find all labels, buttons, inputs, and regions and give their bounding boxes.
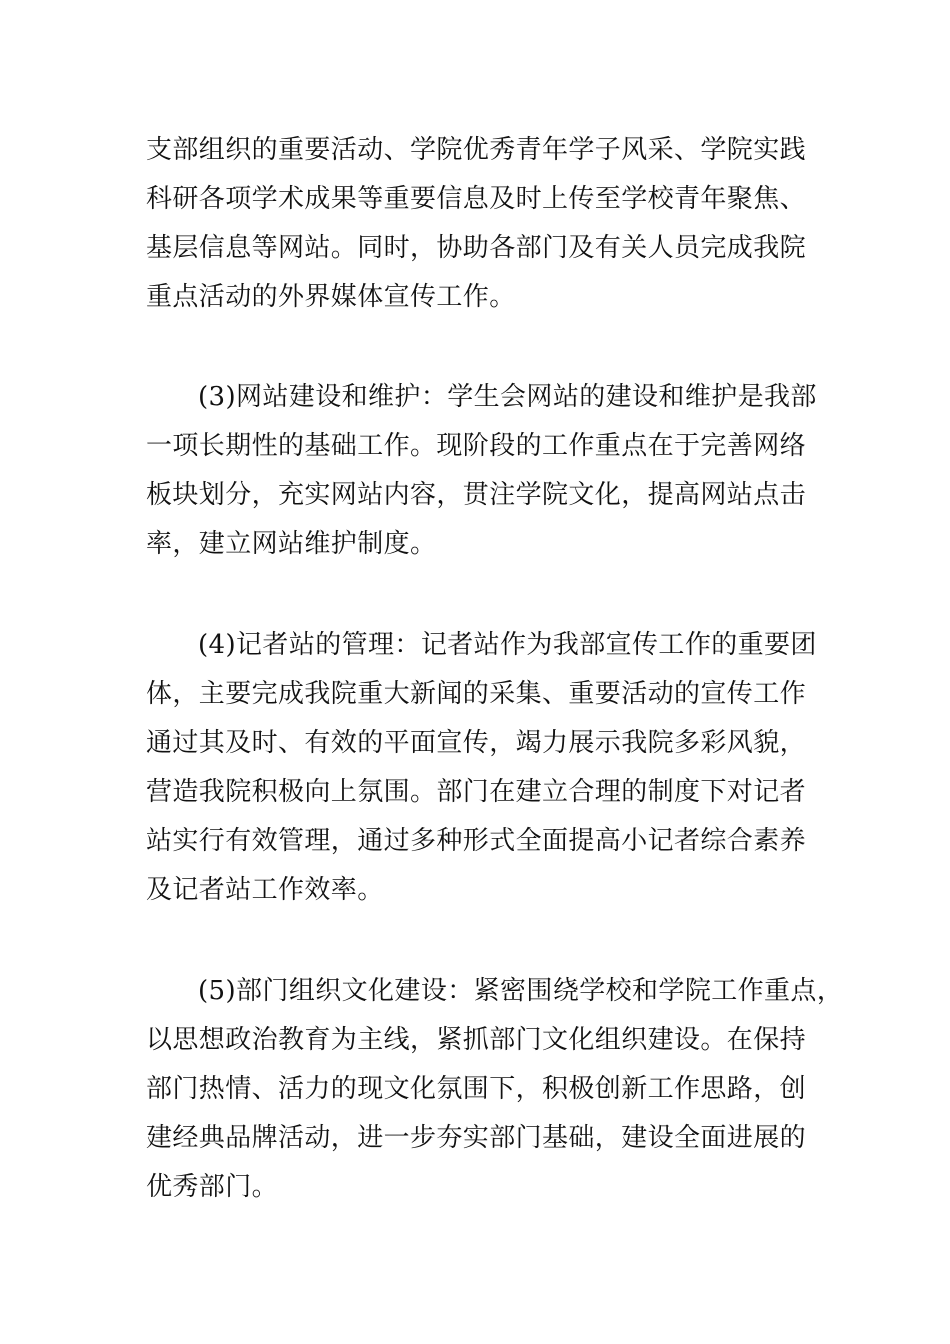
text-line: (3)网站建设和维护：学生会网站的建设和维护是我部	[198, 382, 817, 412]
text-line: 体，主要完成我院重大新闻的采集、重要活动的宣传工作	[146, 679, 807, 709]
text-line: 优秀部门。	[146, 1172, 279, 1202]
text-line: 站实行有效管理，通过多种形式全面提高小记者综合素养	[146, 826, 807, 856]
text-line: 营造我院积极向上氛围。部门在建立合理的制度下对记者	[146, 777, 807, 807]
text-line: 基层信息等网站。同时，协助各部门及有关人员完成我院	[146, 233, 807, 263]
paragraph-website-construction	[146, 373, 826, 569]
paragraph-reporter-station	[146, 621, 826, 915]
text-line: 支部组织的重要活动、学院优秀青年学子风采、学院实践	[146, 135, 807, 165]
text-line: (4)记者站的管理：记者站作为我部宣传工作的重要团	[198, 630, 817, 660]
text-line: 通过其及时、有效的平面宣传，竭力展示我院多彩风貌，	[146, 728, 807, 758]
text-line: 重点活动的外界媒体宣传工作。	[146, 282, 516, 312]
text-line: 及记者站工作效率。	[146, 875, 384, 905]
text-line: (5)部门组织文化建设：紧密围绕学校和学院工作重点，	[198, 976, 844, 1006]
text-line: 以思想政治教育为主线，紧抓部门文化组织建设。在保持	[146, 1025, 807, 1055]
text-line: 科研各项学术成果等重要信息及时上传至学校青年聚焦、	[146, 184, 807, 214]
text-line: 一项长期性的基础工作。现阶段的工作重点在于完善网络	[146, 431, 807, 461]
text-line: 建经典品牌活动，进一步夯实部门基础，建设全面进展的	[146, 1123, 807, 1153]
text-line: 率，建立网站维护制度。	[146, 529, 437, 559]
text-line: 板块划分，充实网站内容，贯注学院文化，提高网站点击	[146, 480, 807, 510]
paragraph-culture-building	[146, 967, 844, 1212]
text-line: 部门热情、活力的现文化氛围下，积极创新工作思路，创	[146, 1074, 807, 1104]
paragraph-continuation	[146, 126, 826, 322]
